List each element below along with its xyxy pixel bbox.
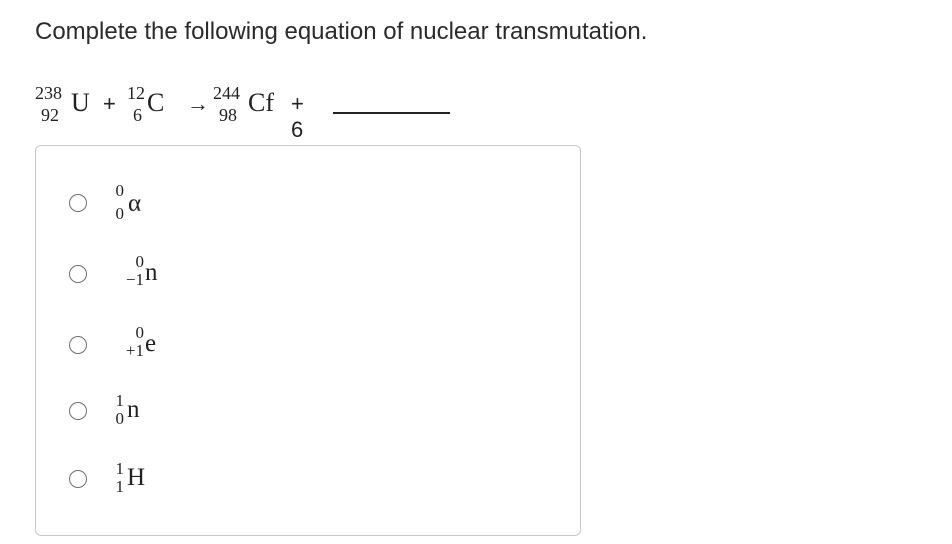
element-symbol: U bbox=[71, 88, 90, 117]
atomic-number: 0 bbox=[115, 204, 124, 223]
option-neutron-minus1[interactable] bbox=[36, 253, 576, 297]
particle-symbol: H bbox=[127, 464, 146, 491]
particle-symbol: n bbox=[127, 396, 140, 423]
atomic-number: 92 bbox=[41, 105, 59, 125]
answer-blank bbox=[333, 112, 450, 114]
mass-number: 244 bbox=[213, 83, 240, 103]
particle-symbol: n bbox=[145, 259, 158, 286]
atomic-number: −1 bbox=[125, 270, 144, 289]
atomic-number: 1 bbox=[115, 477, 124, 496]
atomic-number: 0 bbox=[115, 409, 124, 428]
option-nuclide bbox=[112, 253, 212, 297]
element-symbol: Cf bbox=[248, 88, 274, 117]
atomic-number: 98 bbox=[219, 105, 237, 125]
option-nuclide bbox=[112, 390, 212, 434]
option-hydrogen[interactable] bbox=[36, 458, 576, 502]
mass-number: 12 bbox=[127, 83, 145, 103]
mass-number: 1 bbox=[115, 391, 124, 410]
particle-symbol: e bbox=[145, 330, 157, 357]
element-symbol: C bbox=[147, 88, 165, 117]
option-alpha[interactable] bbox=[36, 182, 576, 226]
option-nuclide bbox=[112, 324, 212, 368]
question-prompt: Complete the following equation of nuclear transmutation. bbox=[35, 18, 648, 45]
mass-number: 0 bbox=[135, 323, 144, 342]
plus-coefficient: + 6 bbox=[291, 91, 304, 142]
reaction-arrow-icon: → bbox=[187, 91, 209, 116]
plus-sign: + bbox=[103, 91, 116, 116]
option-neutron[interactable] bbox=[36, 390, 576, 434]
option-positron[interactable] bbox=[36, 324, 576, 368]
radio-button[interactable] bbox=[69, 470, 87, 488]
radio-button[interactable] bbox=[69, 336, 87, 354]
option-nuclide bbox=[112, 182, 212, 226]
radio-button[interactable] bbox=[69, 402, 87, 420]
particle-symbol: α bbox=[128, 190, 142, 217]
answer-options bbox=[35, 145, 581, 536]
atomic-number: +1 bbox=[125, 341, 144, 360]
mass-number: 0 bbox=[135, 252, 144, 271]
radio-button[interactable] bbox=[69, 265, 87, 283]
mass-number: 1 bbox=[115, 459, 124, 478]
mass-number: 0 bbox=[115, 181, 124, 200]
option-nuclide bbox=[112, 458, 212, 502]
atomic-number: 6 bbox=[133, 105, 142, 125]
radio-button[interactable] bbox=[69, 194, 87, 212]
mass-number: 238 bbox=[35, 83, 62, 103]
